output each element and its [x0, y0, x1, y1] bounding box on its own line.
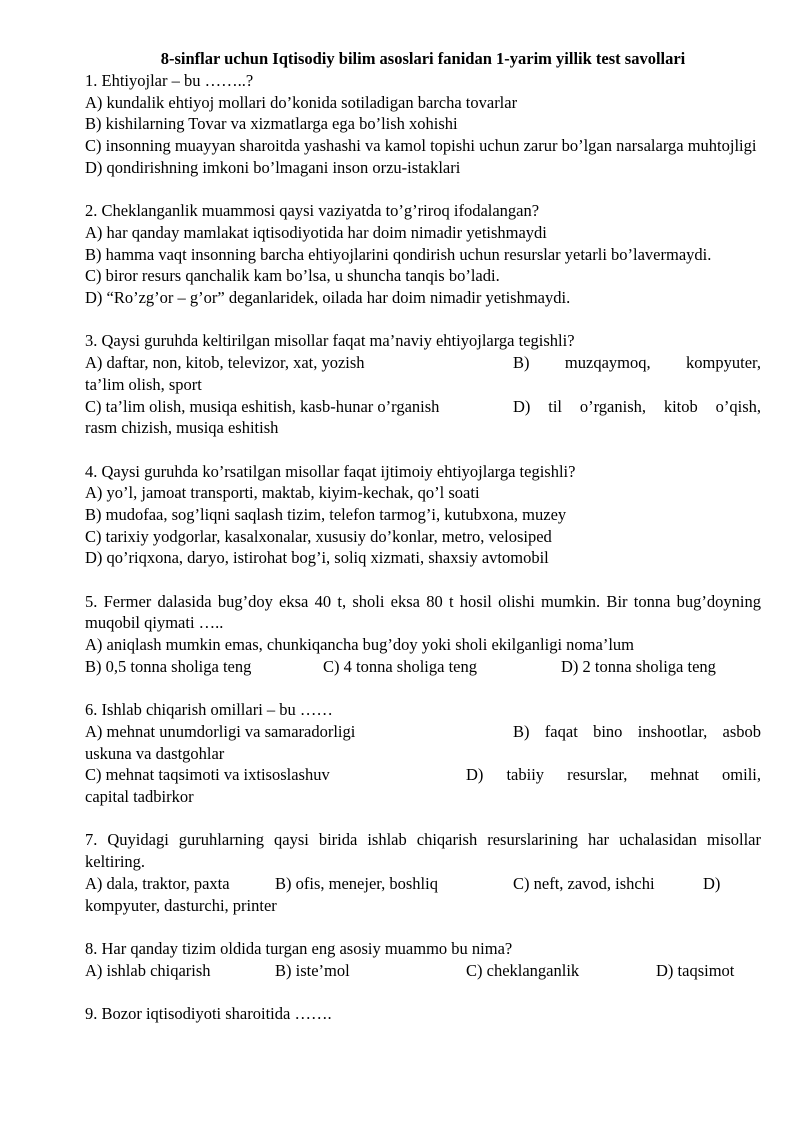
- question-1-option-b: B) kishilarning Tovar va xizmatlarga ega bo’lish xohishi: [85, 114, 458, 134]
- question-5-options-bcd: [85, 656, 761, 678]
- question-1: [85, 70, 761, 179]
- question-6-option-a: A) mehnat unumdorligi va samaradorligi: [85, 721, 356, 741]
- question-2-text: 2. Cheklanganlik muammosi qaysi vaziyatda to’g’riroq ifodalangan?: [85, 201, 540, 221]
- question-8-option-b: B) iste’mol: [275, 960, 350, 980]
- question-3-options-ab: [85, 352, 761, 374]
- question-1-option-a: A) kundalik ehtiyoj mollari do’konida sotiladigan barcha tovarlar: [85, 92, 518, 112]
- question-6-option-c: C) mehnat taqsimoti va ixtisoslashuv: [85, 765, 330, 785]
- question-3: [85, 330, 761, 438]
- document-title: 8-sinflar uchun Iqtisodiy bilim asoslari fanidan 1-yarim yillik test savollari: [160, 49, 686, 68]
- question-8: [85, 938, 761, 981]
- question-8-text: 8. Har qanday tizim oldida turgan eng asosiy muammo bu nima?: [85, 938, 513, 958]
- question-4-text: 4. Qaysi guruhda ko’rsatilgan misollar faqat ijtimoiy ehtiyojlarga tegishli?: [85, 461, 576, 481]
- question-3-option-a: A) daftar, non, kitob, televizor, xat, yozish: [85, 353, 365, 373]
- question-5: [85, 591, 761, 678]
- question-7-option-c: C) neft, zavod, ishchi: [513, 873, 655, 893]
- question-7-options: [85, 873, 761, 895]
- question-7: [85, 829, 761, 916]
- question-3-option-b-text: B) muzqaymoq, kompyuter,: [513, 353, 761, 373]
- question-3-text: 3. Qaysi guruhda keltirilgan misollar faqat ma’naviy ehtiyojlarga tegishli?: [85, 331, 575, 351]
- question-9: [85, 1003, 761, 1025]
- question-1-text: 1. Ehtiyojlar – bu ……..?: [85, 71, 254, 90]
- test-document: [85, 48, 761, 1025]
- question-8-option-d: D) taqsimot: [656, 960, 735, 980]
- question-5-option-b: B) 0,5 tonna sholiga teng: [85, 656, 252, 676]
- question-8-options: [85, 960, 761, 982]
- question-7-text: 7. Quyidagi guruhlarning qaysi birida ishlab chiqarish resurslarining har uchalasidan misollar keltiring.: [85, 830, 761, 872]
- question-6: [85, 699, 761, 807]
- question-5-option-c: C) 4 tonna sholiga teng: [323, 656, 477, 676]
- question-2: [85, 200, 761, 309]
- question-8-option-a: A) ishlab chiqarish: [85, 960, 211, 980]
- question-7-option-b: B) ofis, menejer, boshliq: [275, 873, 438, 893]
- question-2-option-c: C) biror resurs qanchalik kam bo’lsa, u shuncha tanqis bo’ladi.: [85, 266, 500, 286]
- question-6-options-ab: [85, 721, 761, 743]
- question-2-option-d: D) “Ro’zg’or – g’or” deganlaridek, oilada har doim nimadir yetishmaydi.: [85, 288, 571, 308]
- question-3-option-c: C) ta’lim olish, musiqa eshitish, kasb-hunar o’rganish: [85, 396, 440, 416]
- question-4-option-b: B) mudofaa, sog’liqni saqlash tizim, telefon tarmog’i, kutubxona, muzey: [85, 504, 567, 524]
- question-6-option-d-text: D) tabiiy resurslar, mehnat omili,: [466, 765, 761, 785]
- question-3-option-d-line1: [513, 396, 761, 418]
- question-7-option-d: D): [703, 873, 721, 893]
- question-1-option-d: D) qondirishning imkoni bo’lmagani inson orzu-istaklari: [85, 157, 461, 177]
- question-6-option-d-line1: [466, 764, 761, 786]
- question-8-option-c: C) cheklanganlik: [466, 960, 580, 980]
- question-3-option-d-cont: rasm chizish, musiqa eshitish: [85, 418, 279, 438]
- question-6-option-b-line1: [513, 721, 761, 743]
- question-6-option-b-cont: uskuna va dastgohlar: [85, 743, 225, 763]
- question-2-option-b: B) hamma vaqt insonning barcha ehtiyojlarini qondirish uchun resurslar yetarli bo’lavermaydi.: [85, 244, 712, 264]
- question-4-option-a: A) yo’l, jamoat transporti, maktab, kiyim-kechak, qo’l soati: [85, 483, 480, 503]
- question-1-option-c: C) insonning muayyan sharoitda yashashi va kamol topishi uchun zarur bo’lgan narsalarga muhtojligi: [85, 136, 757, 156]
- question-3-options-cd: [85, 396, 761, 418]
- question-4-option-d: D) qo’riqxona, daryo, istirohat bog’i, soliq xizmati, shaxsiy avtomobil: [85, 548, 549, 568]
- question-3-option-d-text: D) til o’rganish, kitob o’qish,: [513, 396, 761, 416]
- question-6-options-cd: [85, 764, 761, 786]
- question-5-option-d: D) 2 tonna sholiga teng: [561, 656, 716, 676]
- question-3-option-b-cont: ta’lim olish, sport: [85, 374, 202, 394]
- question-5-option-a: A) aniqlash mumkin emas, chunkiqancha bug’doy yoki sholi ekilganligi noma’lum: [85, 635, 634, 655]
- question-6-option-d-cont: capital tadbirkor: [85, 787, 194, 807]
- question-4-option-c: C) tarixiy yodgorlar, kasalxonalar, xususiy do’konlar, metro, velosiped: [85, 526, 552, 546]
- question-7-option-d-cont: kompyuter, dasturchi, printer: [85, 895, 277, 915]
- question-9-text: 9. Bozor iqtisodiyoti sharoitida …….: [85, 1004, 332, 1023]
- question-7-option-a: A) dala, traktor, paxta: [85, 873, 230, 893]
- question-4: [85, 461, 761, 570]
- question-6-text: 6. Ishlab chiqarish omillari – bu ……: [85, 700, 333, 720]
- question-6-option-b-text: B) faqat bino inshootlar, asbob: [513, 721, 761, 741]
- question-3-option-b-line1: [513, 352, 761, 374]
- question-2-option-a: A) har qanday mamlakat iqtisodiyotida har doim nimadir yetishmaydi: [85, 222, 547, 242]
- question-5-text: 5. Fermer dalasida bug’doy eksa 40 t, sholi eksa 80 t hosil olishi mumkin. Bir tonna bug’doyning muqobil qiymati …..: [85, 591, 761, 633]
